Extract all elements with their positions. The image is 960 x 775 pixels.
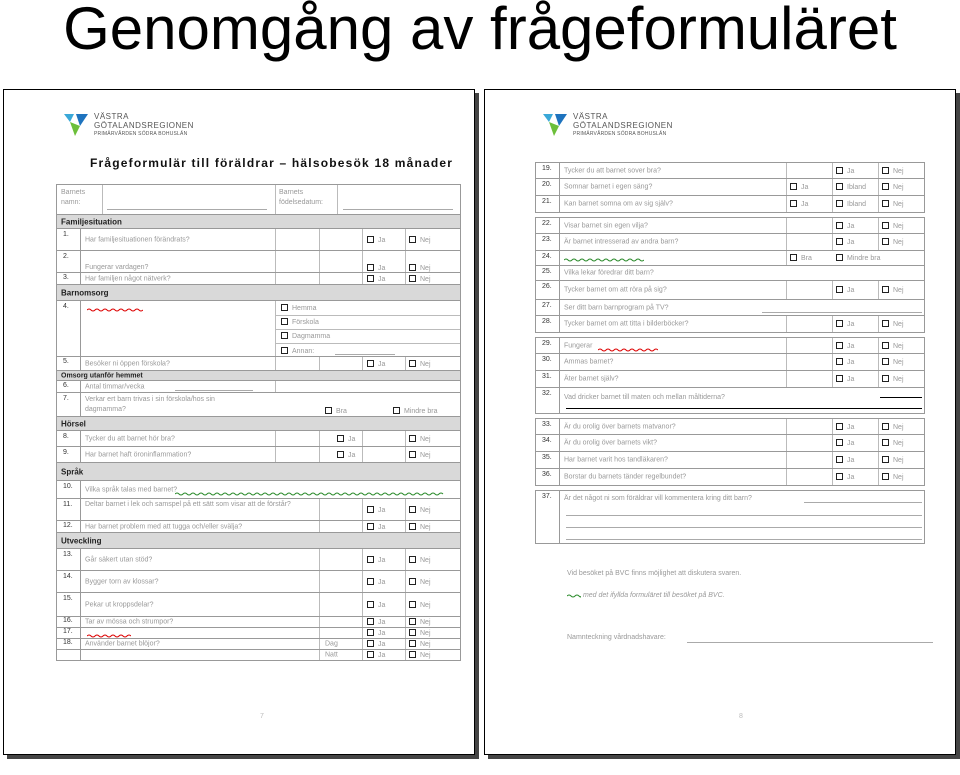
question-row-25: 25. Vilka lekar föredrar ditt barn? (535, 266, 925, 281)
checkbox-ja-29[interactable]: Ja (836, 342, 854, 350)
checkbox-nej-13[interactable]: Nej (409, 556, 431, 564)
signature-line[interactable] (687, 642, 933, 643)
checkbox-nej-36[interactable]: Nej (882, 473, 904, 481)
question-row-4: 4. Hemma Förskola Dagmamma Annan: (56, 301, 461, 357)
question-row-21: 21. Kan barnet somna om av sig själv? Ja Ibland Nej (535, 196, 925, 213)
doc-title: Frågeformulär till föräldrar – hälsobesök 18 månader (90, 156, 454, 170)
question-row-34: 34. Är du orolig över barnets vikt? Ja Nej (535, 435, 925, 452)
form-page-right (484, 89, 956, 755)
checkbox-nej-26[interactable]: Nej (882, 286, 904, 294)
checkbox-nej-30[interactable]: Nej (882, 358, 904, 366)
question-row-12: 12. Har barnet problem med att tugga och/eller svälja? Ja Nej (56, 521, 461, 533)
checkbox-nej-33[interactable]: Nej (882, 423, 904, 431)
vgr-logo-icon (62, 112, 90, 138)
question-row-26: 26. Tycker barnet om att röra på sig? Ja Nej (535, 281, 925, 300)
question-row-32: 32. Vad dricker barnet till maten och mellan måltiderna? (535, 388, 925, 414)
checkbox-ibland-21[interactable]: Ibland (836, 200, 866, 208)
checkbox-ja-18-dag[interactable]: Ja (367, 640, 385, 648)
page-number-8: 8 (739, 713, 743, 720)
checkbox-ja-23[interactable]: Ja (836, 238, 854, 246)
checkbox-nej-16[interactable]: Nej (409, 618, 431, 626)
question-row-5: 5. Besöker ni öppen förskola? Ja Nej (56, 357, 461, 371)
signature-label: Namnteckning vårdnadshavare: (567, 634, 666, 641)
checkbox-nej-2[interactable]: Nej (409, 264, 431, 272)
note-bring-form: med det ifyllda formuläret till besöket på BVC. (567, 592, 725, 599)
spellcheck-squiggle (87, 308, 143, 312)
checkbox-mindre-bra-7[interactable]: Mindre bra (393, 407, 437, 415)
section-sprak: Språk (56, 463, 461, 481)
vgr-logo-2: VÄSTRA GÖTALANDSREGIONEN PRIMÄRVÅRDEN SÖDRA BOHUSLÄN (541, 112, 673, 139)
checkbox-nej-29[interactable]: Nej (882, 342, 904, 350)
checkbox-nej-5[interactable]: Nej (409, 360, 431, 368)
question-row-28: 28. Tycker barnet om att titta i bilderböcker? Ja Nej (535, 316, 925, 333)
question-row-37: 37. Är det något ni som föräldrar vill kommentera kring ditt barn? (535, 490, 925, 544)
name-row (56, 185, 461, 215)
checkbox-ja-34[interactable]: Ja (836, 439, 854, 447)
checkbox-nej-18-natt[interactable]: Nej (409, 651, 431, 659)
checkbox-nej-21[interactable]: Nej (882, 200, 904, 208)
question-row-20: 20. Somnar barnet i egen säng? Ja Ibland Nej (535, 179, 925, 196)
checkbox-forskola[interactable]: Förskola (281, 318, 319, 326)
logo-line1: VÄSTRA (94, 112, 130, 121)
question-row-35: 35. Har barnet varit hos tandläkaren? Ja Nej (535, 452, 925, 469)
question-row-15: 15. Pekar ut kroppsdelar? Ja Nej (56, 593, 461, 617)
question-row-8: 8. Tycker du att barnet hör bra? Ja Nej (56, 431, 461, 447)
question-row-27: 27. Ser ditt barn barnprogram på TV? (535, 300, 925, 316)
checkbox-nej-22[interactable]: Nej (882, 222, 904, 230)
checkbox-nej-20[interactable]: Nej (882, 183, 904, 191)
checkbox-nej-9[interactable]: Nej (409, 451, 431, 459)
checkbox-ja-13[interactable]: Ja (367, 556, 385, 564)
spellcheck-squiggle-note (567, 594, 581, 598)
checkbox-ja-15[interactable]: Ja (367, 601, 385, 609)
checkbox-ja-17[interactable]: Ja (367, 629, 385, 637)
checkbox-ja-11[interactable]: Ja (367, 506, 385, 514)
checkbox-nej-18-dag[interactable]: Nej (409, 640, 431, 648)
form-table-left (56, 184, 461, 775)
checkbox-ja-12[interactable]: Ja (367, 523, 385, 531)
spellcheck-squiggle-24 (564, 258, 644, 262)
checkbox-ja-9[interactable]: Ja (337, 451, 355, 459)
checkbox-ja-18-natt[interactable]: Ja (367, 651, 385, 659)
spellcheck-squiggle-29 (598, 348, 658, 352)
child-birthdate-label: Barnets födelsedatum: (279, 189, 323, 206)
question-row-36: 36. Borstar du barnets tänder regelbundet? Ja Nej (535, 469, 925, 486)
question-row-16: 16. Tar av mössa och strumpor? Ja Nej (56, 617, 461, 628)
spellcheck-squiggle-17 (87, 634, 131, 638)
checkbox-nej-1[interactable]: Nej (409, 236, 431, 244)
section-familjesituation: Familjesituation (56, 215, 461, 229)
checkbox-nej-23[interactable]: Nej (882, 238, 904, 246)
question-row-9: 9. Har barnet haft öroninflammation? Ja Nej (56, 447, 461, 463)
checkbox-nej-19[interactable]: Nej (882, 167, 904, 175)
vgr-logo-icon-2 (541, 112, 569, 138)
question-row-11: 11. Deltar barnet i lek och samspel på ett sätt som visar att de förstår? Ja Nej (56, 499, 461, 521)
checkbox-nej-11[interactable]: Nej (409, 506, 431, 514)
checkbox-ja-3[interactable]: Ja (367, 275, 385, 283)
page-number-7: 7 (260, 713, 264, 720)
note-discuss: Vid besöket på BVC finns möjlighet att diskutera svaren. (567, 570, 742, 577)
checkbox-ja-16[interactable]: Ja (367, 618, 385, 626)
form-page-left (3, 89, 475, 755)
logo-line3: PRIMÄRVÅRDEN SÖDRA BOHUSLÄN (94, 131, 188, 137)
question-row-1: 1. Har familjesituationen förändrats? Ja Nej (56, 229, 461, 251)
question-row-18: 18. Använder barnet blöjor? Dag Ja Nej (56, 639, 461, 650)
question-row-3: 3. Har familjen något nätverk? Ja Nej (56, 273, 461, 285)
question-row-33: 33. Är du orolig över barnets matvanor? Ja Nej (535, 418, 925, 435)
checkbox-nej-3[interactable]: Nej (409, 275, 431, 283)
checkbox-nej-35[interactable]: Nej (882, 456, 904, 464)
label-natt: Natt (325, 651, 338, 659)
checkbox-nej-17[interactable]: Nej (409, 629, 431, 637)
slide-title: Genomgång av frågeformuläret (63, 0, 897, 62)
question-row-31: 31. Äter barnet själv? Ja Nej (535, 371, 925, 388)
question-row-24: 24. Bra Mindre bra (535, 251, 925, 266)
checkbox-nej-14[interactable]: Nej (409, 578, 431, 586)
question-row-19: 19. Tycker du att barnet sover bra? Ja Nej (535, 163, 925, 179)
checkbox-annan[interactable]: Annan: (281, 347, 314, 355)
section-horsel: Hörsel (56, 417, 461, 431)
question-row-30: 30. Ammas barnet? Ja Nej (535, 354, 925, 371)
spellcheck-squiggle-10 (175, 492, 445, 496)
label-dag: Dag (325, 640, 338, 648)
checkbox-ja-36[interactable]: Ja (836, 473, 854, 481)
section-utveckling: Utveckling (56, 533, 461, 549)
checkbox-nej-8[interactable]: Nej (409, 435, 431, 443)
checkbox-nej-31[interactable]: Nej (882, 375, 904, 383)
checkbox-hemma[interactable]: Hemma (281, 304, 317, 312)
question-row-6: 6. Antal timmar/vecka (56, 381, 461, 393)
question-row-10: 10. Vilka språk talas med barnet? (56, 481, 461, 499)
checkbox-ja-19[interactable]: Ja (836, 167, 854, 175)
question-row-2: 2. Fungerar vardagen? Ja Nej (56, 251, 461, 273)
question-row-14: 14. Bygger torn av klossar? Ja Nej (56, 571, 461, 593)
form-table-right (535, 162, 925, 553)
question-row-17: 17. Ja Nej (56, 628, 461, 639)
checkbox-ja-1[interactable]: Ja (367, 236, 385, 244)
checkbox-ja-5[interactable]: Ja (367, 360, 385, 368)
child-name-label: Barnets namn: (61, 189, 86, 206)
checkbox-nej-28[interactable]: Nej (882, 320, 904, 328)
checkbox-mindre-bra-24[interactable]: Mindre bra (836, 254, 880, 262)
section-barnomsorg: Barnomsorg (56, 285, 461, 301)
vgr-logo (62, 112, 194, 139)
question-row-23: 23. Är barnet intresserad av andra barn? Ja Nej (535, 234, 925, 251)
checkbox-ja-8[interactable]: Ja (337, 435, 355, 443)
question-row-22: 22. Visar barnet sin egen vilja? Ja Nej (535, 217, 925, 234)
question-row-7: 7. Verkar ert barn trivas i sin förskola/hos sin dagmamma? Bra Mindre bra (56, 393, 461, 417)
checkbox-ja-28[interactable]: Ja (836, 320, 854, 328)
checkbox-ibland-20[interactable]: Ibland (836, 183, 866, 191)
checkbox-ja-30[interactable]: Ja (836, 358, 854, 366)
checkbox-ja-14[interactable]: Ja (367, 578, 385, 586)
checkbox-ja-20[interactable]: Ja (790, 183, 808, 191)
checkbox-ja-26[interactable]: Ja (836, 286, 854, 294)
section-omsorg-utanfor: Omsorg utanför hemmet (56, 371, 461, 381)
question-row-29: 29. Fungerar Ja Nej (535, 337, 925, 354)
logo-line2: GÖTALANDSREGIONEN (94, 121, 194, 130)
question-row-18-natt (56, 650, 461, 661)
checkbox-nej-34[interactable]: Nej (882, 439, 904, 447)
checkbox-ja-2[interactable]: Ja (367, 264, 385, 272)
checkbox-nej-15[interactable]: Nej (409, 601, 431, 609)
checkbox-bra-24[interactable]: Bra (790, 254, 812, 262)
checkbox-ja-33[interactable]: Ja (836, 423, 854, 431)
checkbox-ja-35[interactable]: Ja (836, 456, 854, 464)
checkbox-bra-7[interactable]: Bra (325, 407, 347, 415)
checkbox-ja-22[interactable]: Ja (836, 222, 854, 230)
checkbox-dagmamma[interactable]: Dagmamma (281, 332, 330, 340)
question-row-13: 13. Går säkert utan stöd? Ja Nej (56, 549, 461, 571)
checkbox-ja-21[interactable]: Ja (790, 200, 808, 208)
checkbox-nej-12[interactable]: Nej (409, 523, 431, 531)
checkbox-ja-31[interactable]: Ja (836, 375, 854, 383)
